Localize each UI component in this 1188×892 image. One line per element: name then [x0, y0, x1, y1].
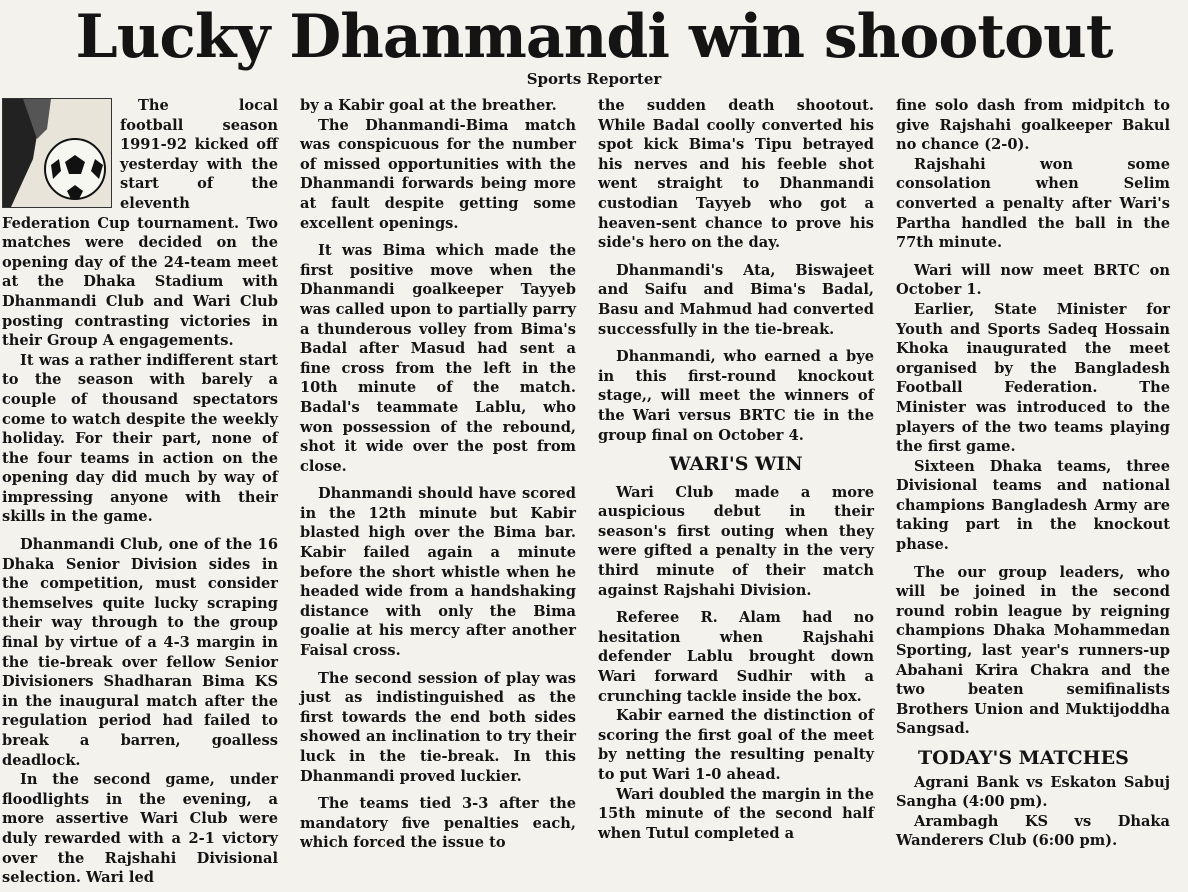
next-headline-fragment — [0, 874, 1188, 892]
paragraph: It was Bima which made the first positive move when the Dhanmandi goalkeeper Tayyeb was called upon to partially parry a thunderous volley from Bima's Badal after Masud had sent a fine cross from the left in the 10th minute of the match. Badal's teammate Lablu, who won possession of the rebound, shot it wide over the post from close. — [300, 242, 576, 475]
paragraph: Dhanmandi should have scored in the 12th minute but Kabir blasted high over the Bima bar. Kabir failed again a minute before the short whistle when he headed wide from a handshaking distance with only the Bima goalie at his mercy after another Faisal cross. — [300, 485, 576, 660]
paragraph: The our group leaders, who will be joined in the second round robin league by reigning champions Dhaka Mohammedan Sporting, last year's runners-up Abahani Krira Chakra and the two beaten semifinalists Brothers Union and Muktijoddha Sangsad. — [896, 563, 1170, 738]
subhead-todays-matches: TODAY'S MATCHES — [918, 747, 1129, 769]
paragraph: The second session of play was just as indistinguished as the first towards the end both sides showed an inclination to try their luck in the tie-break. In this Dhanmandi proved luckier. — [300, 669, 576, 785]
paragraph: Earlier, State Minister for Youth and Sports Sadeq Hossain Khoka inaugurated the meet organised by the Bangladesh Football Federation. The Minister was introduced to the players of the two teams playing the first game. — [896, 300, 1170, 456]
headline: Lucky Dhanmandi win shootout — [75, 2, 1113, 72]
paragraph: the sudden death shootout. While Badal coolly converted his spot kick Bima's Tipu betrayed his nerves and his feeble shot went straight to Dhanmandi custodian Tayyeb who got a heaven-sent chance to prove his side's hero on the day. — [598, 97, 874, 252]
football-icon — [3, 99, 111, 207]
column-4 — [896, 96, 1170, 851]
paragraph: Rajshahi won some consolation when Selim converted a penalty after Wari's Partha handled the ball in the 77th minute. — [896, 155, 1170, 252]
paragraph: fine solo dash from midpitch to give Rajshahi goalkeeper Bakul no chance (2-0). — [896, 97, 1170, 154]
column-1 — [2, 96, 278, 888]
paragraph: Kabir earned the distinction of scoring the first goal of the meet by netting the resulting penalty to put Wari 1-0 ahead. — [598, 707, 874, 783]
paragraph: Wari Club made a more auspicious debut in their season's first outing when they were gifted a penalty in the very third minute of their match against Rajshahi Division. — [598, 483, 874, 599]
subhead-waris-win: WARI'S WIN — [669, 453, 803, 476]
paragraph: In the second game, under floodlights in the evening, a more assertive Wari Club were duly rewarded with a 2-1 victory over the Rajshahi Divisional selection. Wari led — [2, 771, 278, 887]
paragraph: Wari will now meet BRTC on October 1. — [896, 261, 1170, 299]
paragraph: The teams tied 3-3 after the mandatory five penalties each, which forced the issue to — [300, 795, 576, 852]
paragraph: by a Kabir goal at the breather. — [300, 97, 557, 114]
paragraph: Referee R. Alam had no hesitation when Rajshahi defender Lablu brought down Wari forward Sudhir with a crunching tackle inside the box. — [598, 609, 874, 705]
paragraph: Wari doubled the margin in the 15th minute of the second half when Tutul completed a — [598, 785, 874, 842]
match-item: Arambagh KS vs Dhaka Wanderers Club (6:00 pm). — [896, 812, 1170, 850]
paragraph: Dhanmandi's Ata, Biswajeet and Saifu and Bima's Badal, Basu and Mahmud had converted successfully in the tie-break. — [598, 261, 874, 338]
paragraph: Dhanmandi, who earned a bye in this first-round knockout stage,, will meet the winners of the Wari versus BRTC tie in the group final on October 4. — [598, 348, 874, 444]
paragraph: The Dhanmandi-Bima match was conspicuous for the number of missed opportunities with the Dhanmandi forwards being more at fault despite getting some excellent openings. — [300, 116, 576, 232]
column-2 — [300, 96, 576, 853]
paragraph: Sixteen Dhaka teams, three Divisional teams and national champions Bangladesh Army are taking part in the knockout phase. — [896, 457, 1170, 554]
column-3 — [598, 96, 874, 843]
football-player-photo — [2, 98, 112, 208]
match-item: Agrani Bank vs Eskaton Sabuj Sangha (4:00 pm). — [896, 773, 1170, 811]
byline: Sports Reporter — [526, 70, 662, 88]
paragraph: The local football season 1991-92 kicked off yesterday with the start of the eleventh Federation Cup tournament. Two matches were decided on the opening day of the 24-team meet at the Dhaka Stadium with Dhanmandi Club and Wari Club posting contrasting victories in their Group A engagements. — [2, 97, 278, 350]
paragraph: It was a rather indifferent start to the season with barely a couple of thousand spectators come to watch despite the weekly holiday. For their part, none of the four teams in action on the opening day did much by way of impressing anyone with their skills in the game. — [2, 351, 278, 526]
paragraph: Dhanmandi Club, one of the 16 Dhaka Senior Division sides in the competition, must consider themselves quite lucky scraping their way through to the group final by virtue of a 4-3 margin in the tie-break over fellow Senior Divisioners Shadharan Bima KS in the inaugural match after the regulation period had failed to break a barren, goalless deadlock. — [2, 536, 278, 769]
